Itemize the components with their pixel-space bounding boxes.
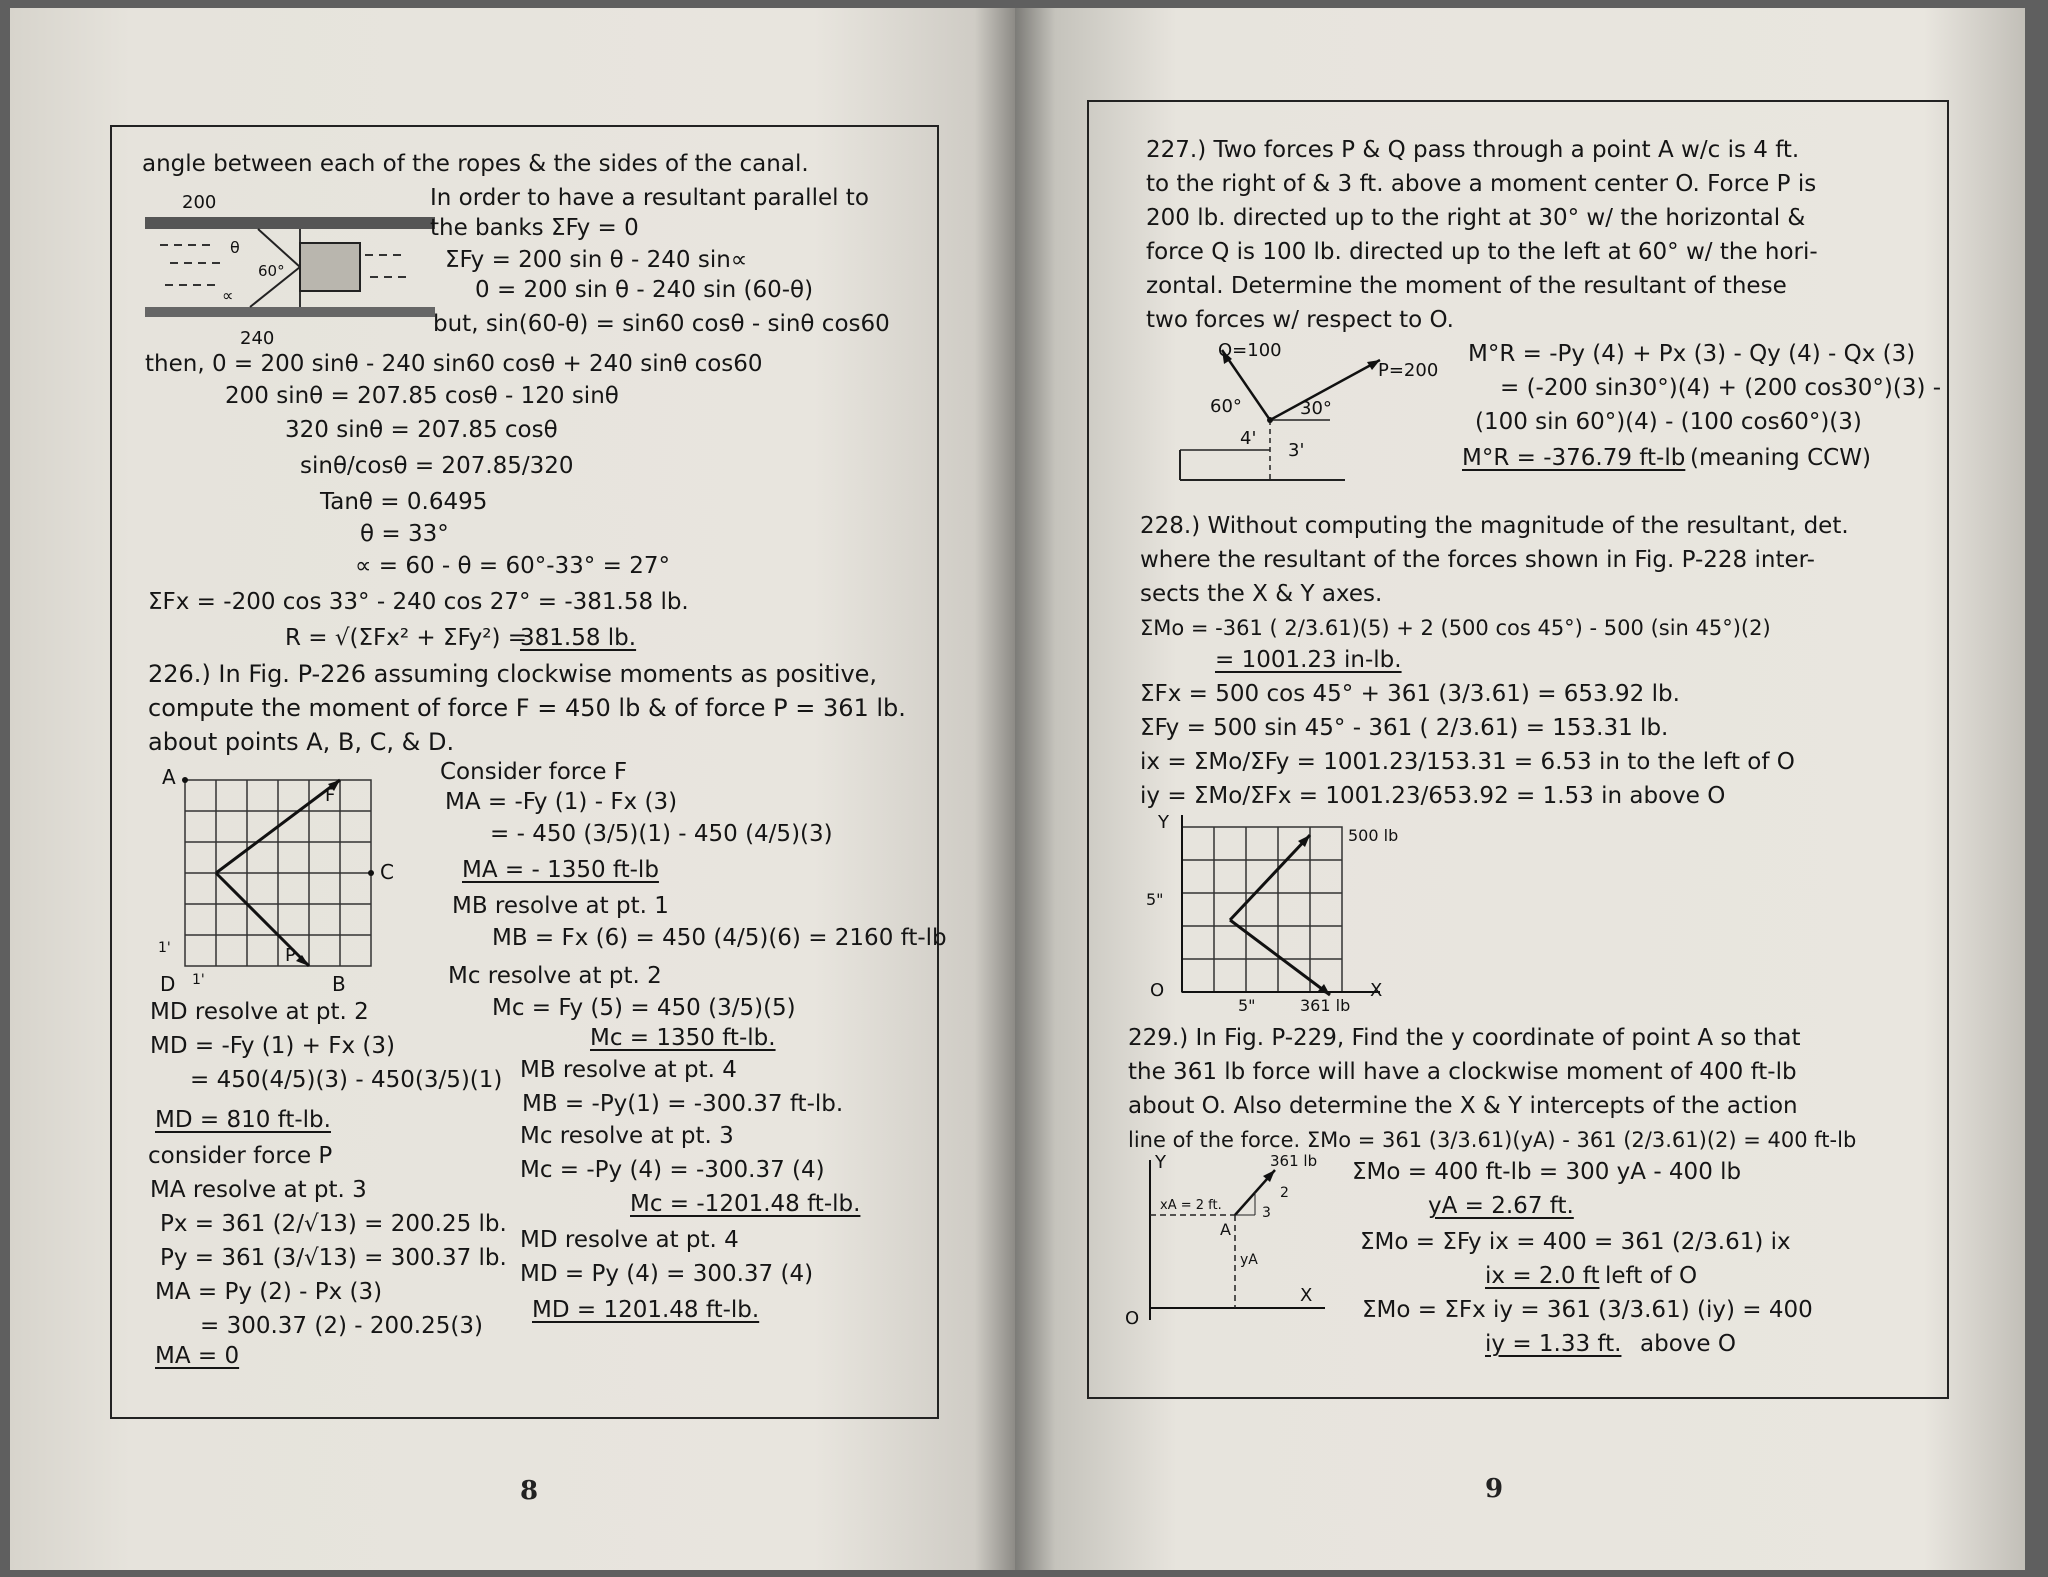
fig226-label-F: F xyxy=(325,785,336,806)
right-line-7: = (-200 sin30°)(4) + (200 cos30°)(3) - xyxy=(1500,375,1942,401)
left-line-21: = - 450 (3/5)(1) - 450 (4/5)(3) xyxy=(490,821,833,847)
left-line-45: MD = 1201.48 ft-lb. xyxy=(532,1297,760,1323)
right-line-27: ix = 2.0 ft xyxy=(1485,1263,1600,1289)
fig228-label-5in-vertical: 5" xyxy=(1146,890,1164,909)
left-line-26: Mc = Fy (5) = 450 (3/5)(5) xyxy=(492,995,796,1021)
canal-label-alpha: ∝ xyxy=(222,286,234,305)
left-line-18: about points A, B, C, & D. xyxy=(148,728,455,756)
right-line-21: the 361 lb force will have a clockwise moment of 400 ft-lb xyxy=(1128,1059,1797,1085)
right-line-31: above O xyxy=(1640,1331,1736,1357)
left-page-number: 8 xyxy=(520,1476,539,1506)
left-line-29: MD = -Fy (1) + Fx (3) xyxy=(150,1033,395,1059)
left-line-19: Consider force F xyxy=(440,759,628,785)
canal-label-60: 60° xyxy=(258,262,285,280)
fig228-label-500lb: 500 lb xyxy=(1348,826,1399,845)
left-line-13: ΣFx = -200 cos 33° - 240 cos 27° = -381.58 lb. xyxy=(148,589,689,615)
fig226-label-D: D xyxy=(160,972,176,996)
right-line-8: (100 sin 60°)(4) - (100 cos60°)(3) xyxy=(1475,409,1862,435)
fig228-label-X: X xyxy=(1370,980,1383,1001)
left-line-37: MA resolve at pt. 3 xyxy=(150,1177,367,1203)
fig229-label-2: 2 xyxy=(1280,1185,1289,1201)
right-line-20: 229.) In Fig. P-229, Find the y coordinate of point A so that xyxy=(1128,1025,1801,1051)
fig229-label-Y: Y xyxy=(1155,1152,1166,1173)
fig229-label-X: X xyxy=(1300,1285,1313,1306)
left-line-39: Px = 361 (2/√13) = 200.25 lb. xyxy=(160,1211,507,1237)
left-line-38: Mc = -1201.48 ft-lb. xyxy=(630,1191,861,1217)
left-line-35: consider force P xyxy=(148,1143,333,1169)
fig227-label-P: P=200 xyxy=(1378,360,1439,381)
fig229-label-O: O xyxy=(1125,1308,1140,1329)
left-line-12: ∝ = 60 - θ = 60°-33° = 27° xyxy=(355,553,670,579)
right-line-23: line of the force. ΣMo = 361 (3/3.61)(yA) - 361 (2/3.61)(2) = 400 ft-lb xyxy=(1128,1128,1857,1152)
left-line-4: 0 = 200 sin θ - 240 sin (60-θ) xyxy=(475,277,814,303)
right-line-26: ΣMo = ΣFy ix = 400 = 361 (2/3.61) ix xyxy=(1360,1229,1791,1255)
canal-label-200: 200 xyxy=(182,192,217,213)
right-line-22: about O. Also determine the X & Y intercepts of the action xyxy=(1128,1093,1798,1119)
right-line-28: left of O xyxy=(1605,1263,1698,1289)
left-line-27: Mc = 1350 ft-lb. xyxy=(590,1025,776,1051)
right-line-13: sects the X & Y axes. xyxy=(1140,581,1383,607)
left-line-31: MB resolve at pt. 4 xyxy=(520,1057,737,1083)
fig227-label-60: 60° xyxy=(1210,396,1242,417)
left-line-24: MB = Fx (6) = 450 (4/5)(6) = 2160 ft-lb xyxy=(492,925,947,951)
left-line-32: MB = -Py(1) = -300.37 ft-lb. xyxy=(522,1091,844,1117)
canal-label-theta: θ xyxy=(230,238,240,257)
right-line-2: 200 lb. directed up to the right at 30° w/ the horizontal & xyxy=(1146,205,1806,231)
left-line-16: 226.) In Fig. P-226 assuming clockwise moments as positive, xyxy=(148,660,878,688)
right-line-10: (meaning CCW) xyxy=(1690,445,1871,471)
right-line-15: = 1001.23 in-lb. xyxy=(1215,647,1402,673)
fig229-label-361lb: 361 lb xyxy=(1270,1152,1318,1170)
left-line-41: MD resolve at pt. 4 xyxy=(520,1227,739,1253)
fig228-label-O: O xyxy=(1150,980,1165,1001)
right-line-1: to the right of & 3 ft. above a moment center O. Force P is xyxy=(1146,171,1817,197)
left-line-28: MD resolve at pt. 2 xyxy=(150,999,369,1025)
left-line-1: In order to have a resultant parallel to xyxy=(430,185,869,211)
right-line-6: M°R = -Py (4) + Px (3) - Qy (4) - Qx (3) xyxy=(1468,341,1916,367)
left-line-46: MA = 0 xyxy=(155,1343,240,1369)
right-line-12: where the resultant of the forces shown in Fig. P-228 inter- xyxy=(1140,547,1815,573)
left-line-23: MB resolve at pt. 1 xyxy=(452,893,669,919)
fig228-label-361lb: 361 lb xyxy=(1300,996,1351,1015)
left-line-11: θ = 33° xyxy=(360,521,449,547)
left-line-22: MA = - 1350 ft-lb xyxy=(462,857,659,883)
fig227-label-3ft: 3' xyxy=(1288,440,1305,461)
fig226-label-A: A xyxy=(162,765,176,789)
left-line-15: 381.58 lb. xyxy=(520,625,637,651)
left-line-3: ΣFy = 200 sin θ - 240 sin∝ xyxy=(445,247,748,273)
left-line-34: Mc resolve at pt. 3 xyxy=(520,1123,734,1149)
right-line-3: force Q is 100 lb. directed up to the left at 60° w/ the hori- xyxy=(1146,239,1818,265)
right-line-16: ΣFx = 500 cos 45° + 361 (3/3.61) = 653.92 lb. xyxy=(1140,681,1680,707)
fig227-label-30: 30° xyxy=(1300,398,1332,419)
fig226-label-P: P xyxy=(285,945,296,966)
fig228-label-Y: Y xyxy=(1158,812,1169,833)
fig226-label-1ft-horizontal: 1' xyxy=(192,972,205,988)
left-line-25: Mc resolve at pt. 2 xyxy=(448,963,662,989)
right-line-11: 228.) Without computing the magnitude of the resultant, det. xyxy=(1140,513,1849,539)
right-line-19: iy = ΣMo/ΣFx = 1001.23/653.92 = 1.53 in above O xyxy=(1140,783,1726,809)
left-line-44: = 300.37 (2) - 200.25(3) xyxy=(200,1313,483,1339)
right-line-29: ΣMo = ΣFx iy = 361 (3/3.61) (iy) = 400 xyxy=(1362,1297,1813,1323)
canal-rope-figure xyxy=(140,205,440,345)
left-line-5: but, sin(60-θ) = sin60 cosθ - sinθ cos60 xyxy=(433,311,890,337)
left-line-40: Py = 361 (3/√13) = 300.37 lb. xyxy=(160,1245,507,1271)
left-line-43: MD = Py (4) = 300.37 (4) xyxy=(520,1261,814,1287)
left-line-10: Tanθ = 0.6495 xyxy=(320,489,488,515)
fig229-label-yA: yA xyxy=(1240,1252,1258,1268)
figure-p226-grid xyxy=(180,775,380,975)
right-line-30: iy = 1.33 ft. xyxy=(1485,1331,1622,1357)
right-line-25: yA = 2.67 ft. xyxy=(1428,1193,1574,1219)
left-line-17: compute the moment of force F = 450 lb & of force P = 361 lb. xyxy=(148,694,906,722)
right-line-18: ix = ΣMo/ΣFy = 1001.23/153.31 = 6.53 in to the left of O xyxy=(1140,749,1795,775)
left-line-42: MA = Py (2) - Px (3) xyxy=(155,1279,383,1305)
fig226-label-1ft-vertical: 1' xyxy=(158,940,171,956)
fig226-label-C: C xyxy=(380,860,394,884)
left-line-36: Mc = -Py (4) = -300.37 (4) xyxy=(520,1157,825,1183)
right-line-5: two forces w/ respect to O. xyxy=(1146,307,1454,333)
right-line-14: ΣMo = -361 ( 2/3.61)(5) + 2 (500 cos 45°) - 500 (sin 45°)(2) xyxy=(1140,616,1771,640)
right-page-number: 9 xyxy=(1485,1474,1504,1504)
left-line-9: sinθ/cosθ = 207.85/320 xyxy=(300,453,574,479)
right-line-24: ΣMo = 400 ft-lb = 300 yA - 400 lb xyxy=(1352,1159,1742,1185)
left-line-0: angle between each of the ropes & the sides of the canal. xyxy=(142,151,809,177)
fig229-label-A: A xyxy=(1220,1220,1231,1239)
left-line-33: MD = 810 ft-lb. xyxy=(155,1107,331,1133)
left-line-8: 320 sinθ = 207.85 cosθ xyxy=(285,417,558,443)
right-line-0: 227.) Two forces P & Q pass through a point A w/c is 4 ft. xyxy=(1146,137,1800,163)
canal-label-240: 240 xyxy=(240,328,275,349)
left-line-2: the banks ΣFy = 0 xyxy=(430,215,639,241)
left-line-7: 200 sinθ = 207.85 cosθ - 120 sinθ xyxy=(225,383,619,409)
left-line-6: then, 0 = 200 sinθ - 240 sin60 cosθ + 240 sinθ cos60 xyxy=(145,351,763,377)
fig227-label-Q: Q=100 xyxy=(1218,340,1282,361)
fig229-label-3: 3 xyxy=(1262,1205,1271,1221)
right-line-9: M°R = -376.79 ft-lb xyxy=(1462,445,1686,471)
fig227-label-4ft: 4' xyxy=(1240,428,1257,449)
right-line-17: ΣFy = 500 sin 45° - 361 ( 2/3.61) = 153.31 lb. xyxy=(1140,715,1669,741)
left-line-20: MA = -Fy (1) - Fx (3) xyxy=(445,789,678,815)
fig229-label-xA: xA = 2 ft. xyxy=(1160,1198,1222,1213)
right-line-4: zontal. Determine the moment of the resultant of these xyxy=(1146,273,1787,299)
fig228-label-5in-horizontal: 5" xyxy=(1238,996,1256,1015)
fig226-label-B: B xyxy=(332,972,346,996)
left-line-14: R = √(ΣFx² + ΣFy²) = xyxy=(285,625,528,651)
left-line-30: = 450(4/5)(3) - 450(3/5)(1) xyxy=(190,1067,503,1093)
